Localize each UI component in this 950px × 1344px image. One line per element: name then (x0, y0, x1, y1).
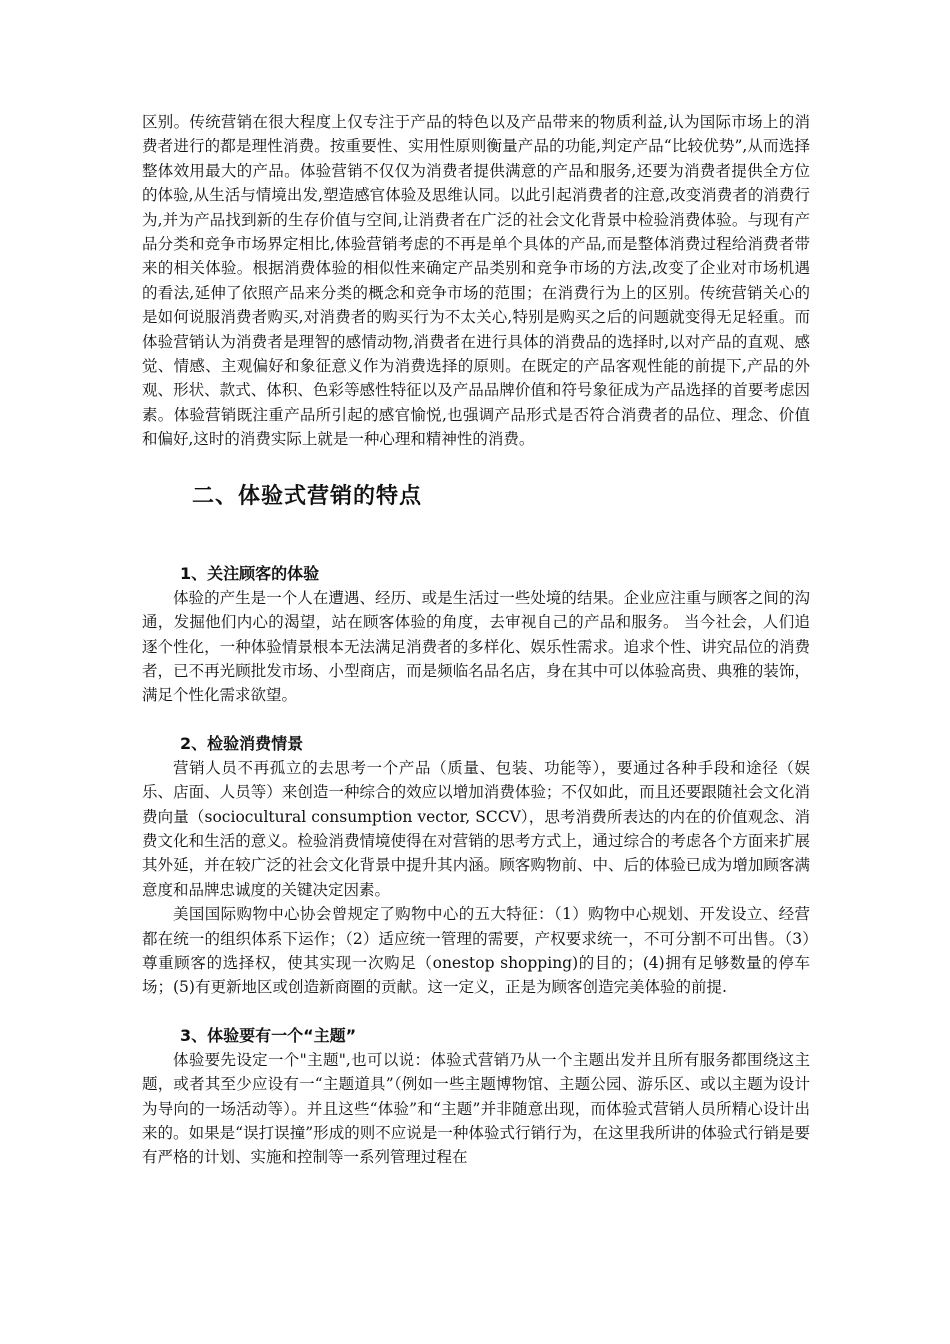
subsection-heading-2: 2、检验消费情景 (180, 733, 304, 753)
subsection-2-paragraph-2: 美国国际购物中心协会曾规定了购物中心的五大特征：（1）购物中心规划、开发设立、经营都在统一的组织体系下运作；（2）适应统一管理的需要，产权要求统一，不可分割不可出售。（3）尊重顾客的选择权，使其实现一次购足（onestop shopping)的目的；(4)拥有足够数量的停车场；(5)有更新地区或创造新商圈的贡献。这一定义，正是为顾客创造完美体验的前提. (142, 905, 810, 997)
document-body (142, 110, 810, 1170)
subsection-2-paragraph-1: 营销人员不再孤立的去思考一个产品（质量、包装、功能等），要通过各种手段和途径（娱乐、店面、人员等）来创造一种综合的效应以增加消费体验；不仅如此，而且还要跟随社会文化消费向量（sociocultural consumption vector, SCCV），思考消费所表达的内在的价值观念、消费文化和生活的意义。检验消费情境使得在对营销的思考方式上，通过综合的考虑各个方面来扩展其外延，并在较广泛的社会文化背景中提升其内涵。顾客购物前、中、后的体验已成为增加顾客满意度和品牌忠诚度的关键决定因素。 (142, 758, 810, 899)
section-heading: 二、体验式营销的特点 (192, 483, 423, 509)
subsection-heading-1: 1、关注顾客的体验 (180, 563, 320, 583)
subsection-1-paragraph-1: 体验的产生是一个人在遭遇、经历、或是生活过一些处境的结果。企业应注重与顾客之间的沟通，发掘他们内心的渴望，站在顾客体验的角度，去审视自己的产品和服务。 当今社会，人们追逐个性化，一种体验情景根本无法满足消费者的多样化、娱乐性需求。追求个性、讲究品位的消费者，已不再光顾批发市场、小型商店，而是频临名品名店，身在其中可以体验高贵、典雅的装饰，满足个性化需求欲望。 (142, 588, 810, 705)
intro-paragraph: 区别。传统营销在很大程度上仅专注于产品的特色以及产品带来的物质利益,认为国际市场上的消费者进行的都是理性消费。按重要性、实用性原则衡量产品的功能,判定产品“比较优势”,从而选择整体效用最大的产品。体验营销不仅仅为消费者提供满意的产品和服务,还要为消费者提供全方位的体验,从生活与情境出发,塑造感官体验及思维认同。以此引起消费者的注意,改变消费者的消费行为,并为产品找到新的生存价值与空间,让消费者在广泛的社会文化背景中检验消费体验。与现有产品分类和竞争市场界定相比,体验营销考虑的不再是单个具体的产品,而是整体消费过程给消费者带来的相关体验。根据消费体验的相似性来确定产品类别和竞争市场的方法,改变了企业对市场机遇的看法,延伸了依照产品来分类的概念和竞争市场的范围；在消费行为上的区别。传统营销关心的是如何说服消费者购买,对消费者的购买行为不太关心,特别是购买之后的问题就变得无足轻重。而体验营销认为消费者是理智的感情动物,消费者在进行具体的消费品的选择时,以对产品的直观、感觉、情感、主观偏好和象征意义作为消费选择的原则。在既定的产品客观性能的前提下,产品的外观、形状、款式、体积、色彩等感性特征以及产品品牌价值和符号象征成为产品选择的首要考虑因素。体验营销既注重产品所引起的感官愉悦,也强调产品形式是否符合消费者的品位、理念、价值和偏好,这时的消费实际上就是一种心理和精神性的消费。 (142, 113, 810, 449)
subsection-heading-3: 3、体验要有一个“主题” (180, 1025, 357, 1045)
subsection-3-paragraph-1: 体验要先设定一个"主题",也可以说：体验式营销乃从一个主题出发并且所有服务都围绕这主题，或者其至少应设有一“主题道具”（例如一些主题博物馆、主题公园、游乐区、或以主题为设计为导向的一场活动等）。并且这些“体验”和“主题”并非随意出现，而体验式营销人员所精心设计出来的。如果是“误打误撞”形成的则不应说是一种体验式行销行为，在这里我所讲的体验式行销是要有严格的计划、实施和控制等一系列管理过程在 (142, 1050, 810, 1167)
